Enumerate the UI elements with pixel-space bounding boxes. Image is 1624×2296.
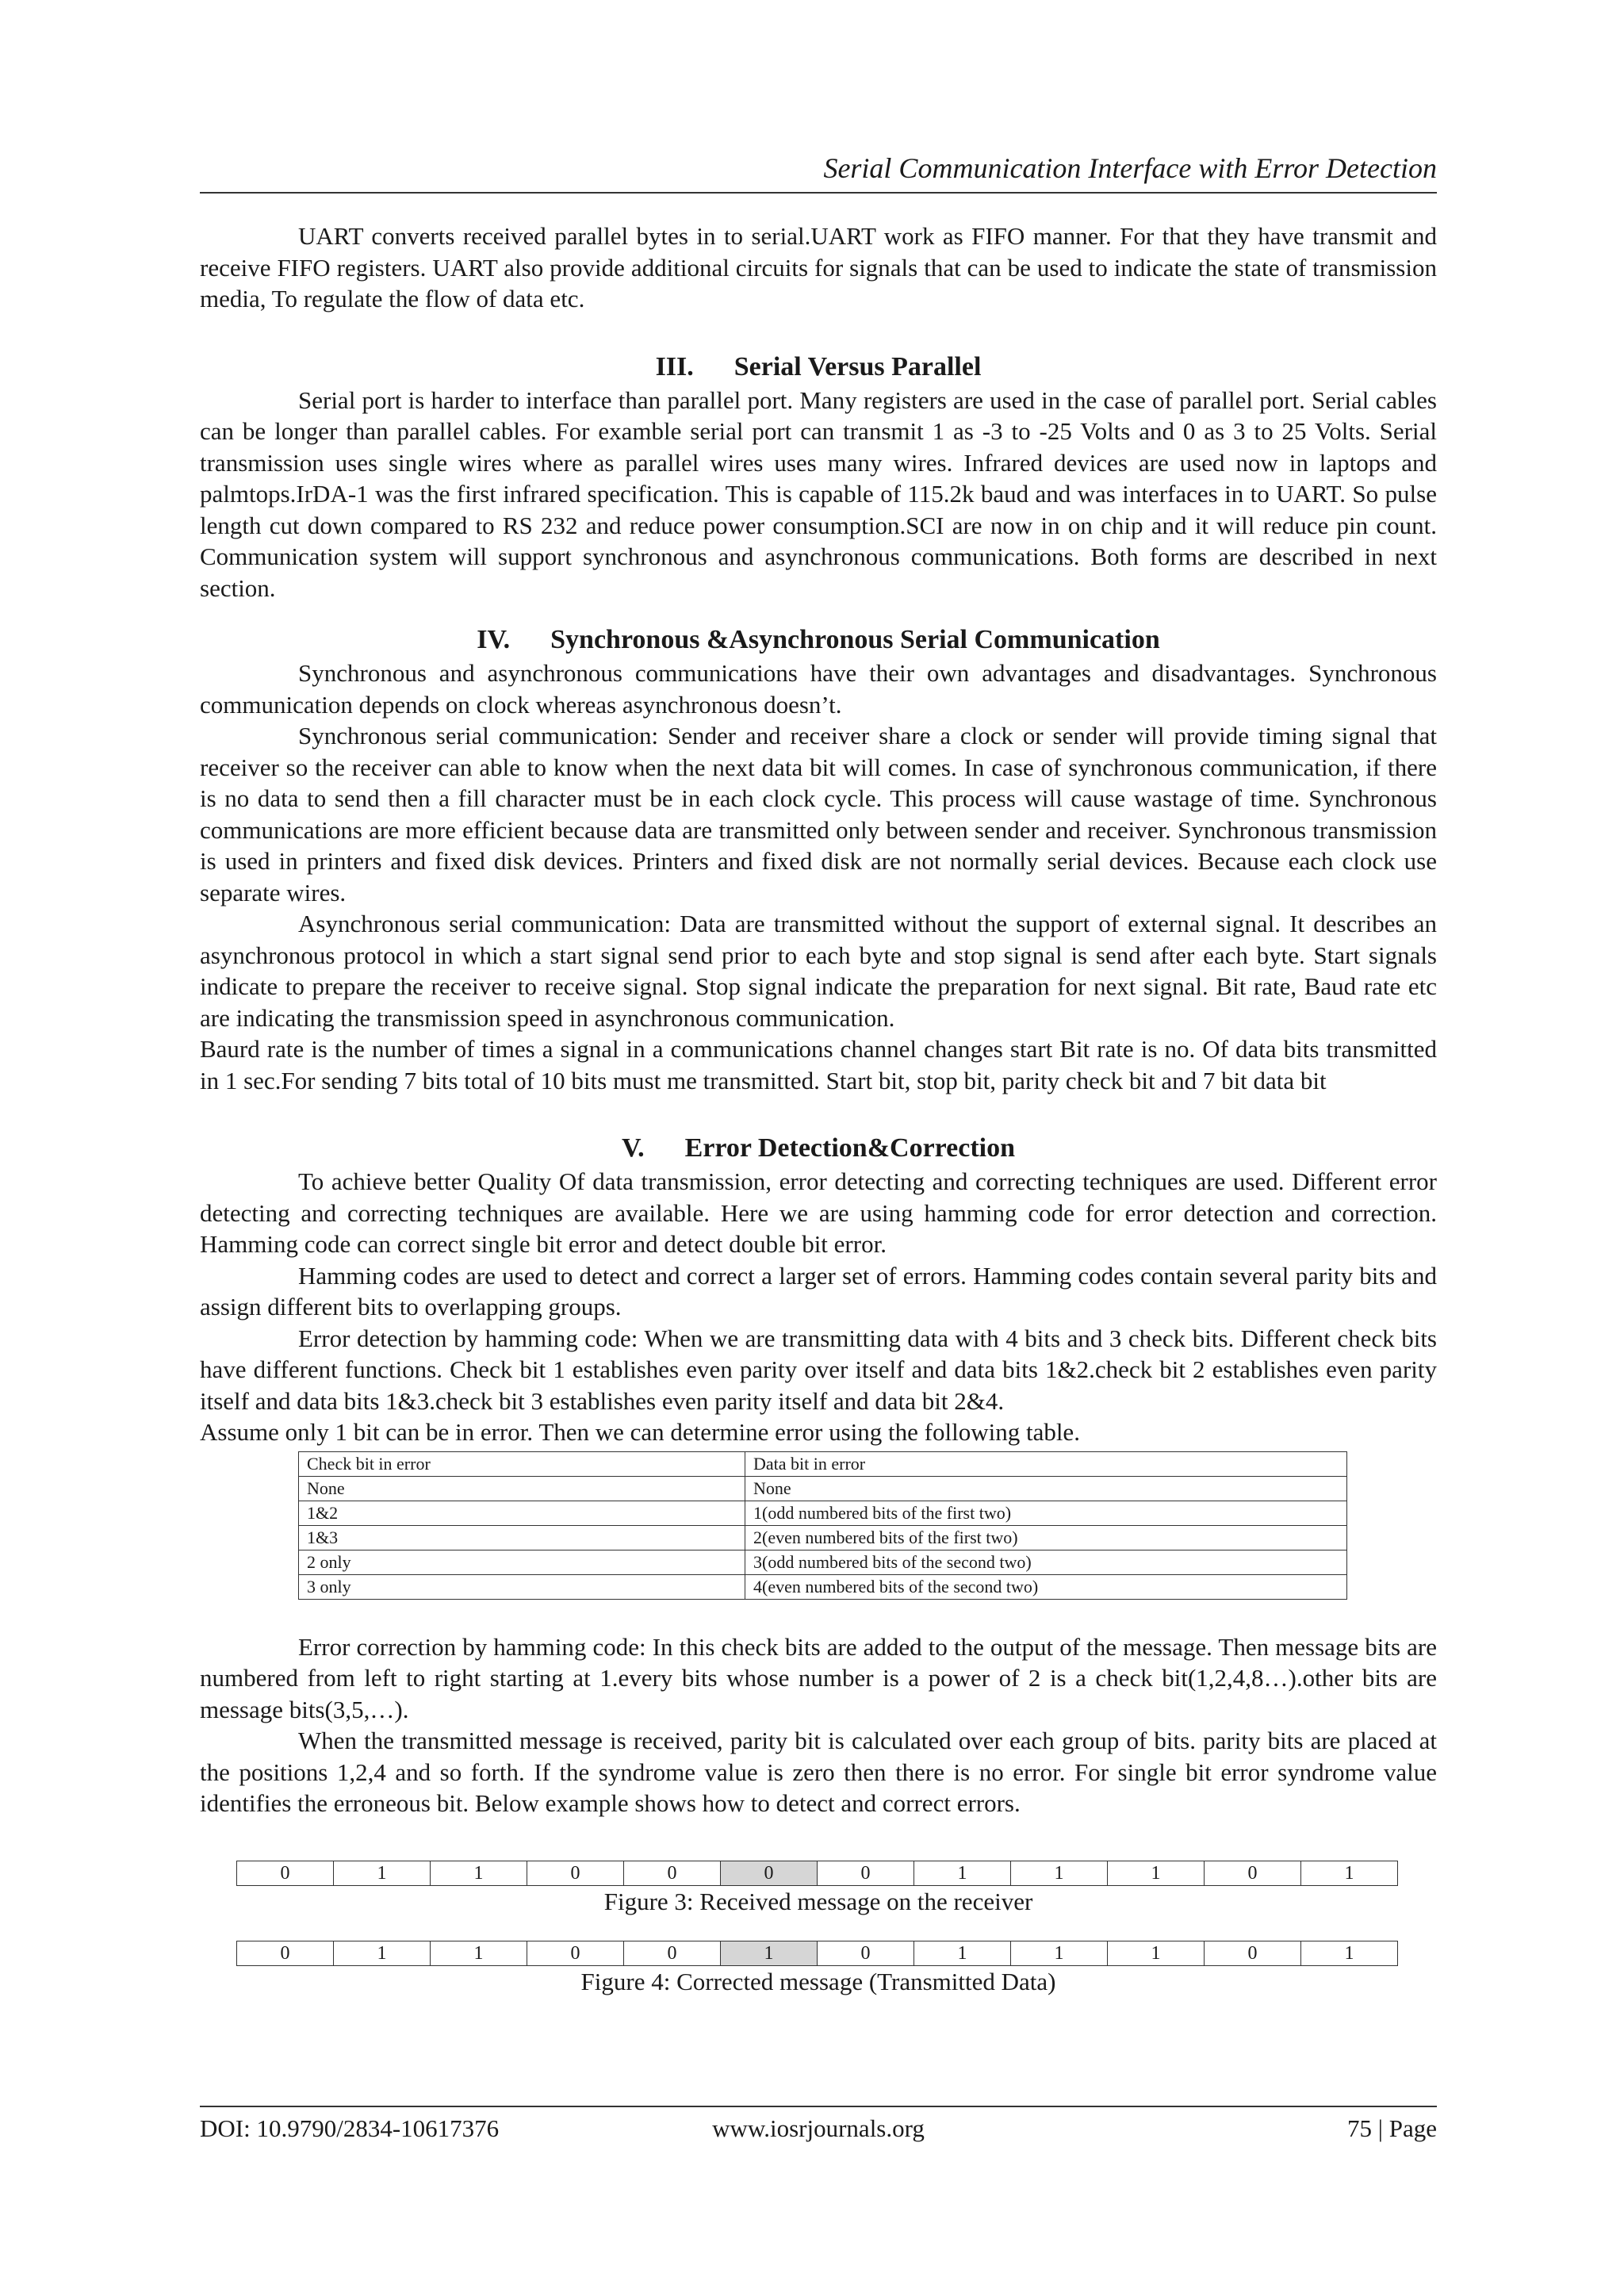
table-row (299, 1550, 1347, 1574)
table-header-cell: Check bit in error (299, 1451, 745, 1476)
section-5-paragraph-3: Error detection by hamming code: When we are transmitting data with 4 bits and 3 check bits. Different check bits have different functions. Check bit 1 establishes even parity over itself and data bits 1&2.check bit 2 establishes even parity itself and data bits 1&3.check bit 3 establishes even parity itself and data bit 2&4. (200, 1324, 1437, 1415)
footer-doi: DOI: 10.9790/2834-10617376 (200, 2114, 500, 2142)
bit-cell: 0 (527, 1941, 624, 1965)
bit-cell: 0 (818, 1941, 914, 1965)
header-rule (200, 192, 1437, 194)
figure-3-bit-row (236, 1861, 1398, 1886)
bit-cell: 1 (1108, 1941, 1205, 1965)
section-3-paragraph: Serial port is harder to interface than parallel port. Many registers are used in the case of parallel port. Serial cables can be longer than parallel cables. For examble serial port can transmit 1 as -3 to -25 Volts and 0 as 3 to 25 Volts. Serial transmission uses single wires where as parallel wires uses many wires. Infrared devices are used now in laptops and palmtops.IrDA-1 was the first infrared specification. This is capable of 115.2k baud and was interfaces in to UART. So pulse length cut down compared to RS 232 and reduce power consumption.SCI are now in on chip and it will reduce pin count. Communication system will support synchronous and asynchronous communications. Both forms are described in next section. (200, 385, 1437, 602)
bit-cell: 1 (914, 1861, 1011, 1885)
table-cell: 1&3 (299, 1525, 745, 1550)
table-header-cell: Data bit in error (745, 1451, 1347, 1476)
footer-website: www.iosrjournals.org (712, 2114, 925, 2142)
section-4-paragraph-2: Synchronous serial communication: Sender and receiver share a clock or sender will provide timing signal that receiver so the receiver can able to know when the next data bit will comes. In case of synchronous communication, if there is no data to send then a fill character must be in each clock cycle. This process will cause wastage of time. Synchronous communications are more efficient because data are transmitted only between sender and receiver. Synchronous transmission is used in printers and fixed disk devices. Printers and fixed disk are not normally serial devices. Because each clock use separate wires. (200, 722, 1437, 907)
bit-cell: 1 (1011, 1861, 1108, 1885)
bit-cell: 1 (1011, 1941, 1108, 1965)
section-3-heading: III. Serial Versus Parallel (655, 351, 982, 381)
section-5-paragraph-5: Error correction by hamming code: In this check bits are added to the output of the message. Then message bits are numbered from left to right starting at 1.every bits whose number is a power of 2 is a check bit(1,2,4,8…).other bits are message bits(3,5,…). (200, 1632, 1437, 1723)
section-4-paragraph-4: Baurd rate is the number of times a signal in a communications channel changes start Bit rate is no. Of data bits transmitted in 1 sec.For sending 7 bits total of 10 bits must me transmitted. Start bit, stop bit, parity check bit and 7 bit data bit (200, 1035, 1437, 1094)
section-5-heading: V. Error Detection&Correction (621, 1133, 1016, 1163)
bit-cell: 0 (818, 1861, 914, 1885)
bit-cell: 0 (1205, 1941, 1301, 1965)
bit-cell-error-highlight: 0 (721, 1861, 818, 1885)
table-row (299, 1501, 1347, 1525)
bit-cell: 0 (624, 1941, 721, 1965)
bit-cell: 0 (237, 1861, 334, 1885)
figure-4-bit-row (236, 1941, 1398, 1966)
table-row (299, 1476, 1347, 1501)
table-cell: None (745, 1476, 1347, 1501)
section-5-paragraph-1: To achieve better Quality Of data transmission, error detecting and correcting techniques are used. Different error detecting and correcting techniques are available. Here we are using hamming code for error detection and correction. Hamming code can correct single bit error and detect double bit error. (200, 1167, 1437, 1258)
table-cell: 3(odd numbered bits of the second two) (745, 1550, 1347, 1574)
bit-cell: 1 (914, 1941, 1011, 1965)
footer-page-number: 75 | Page (1347, 2114, 1437, 2142)
bit-cell: 1 (1301, 1941, 1398, 1965)
running-header: Serial Communication Interface with Error Detection (823, 152, 1437, 184)
bit-cell: 1 (334, 1861, 431, 1885)
footer-rule (200, 2106, 1437, 2107)
table-cell: None (299, 1476, 745, 1501)
table-cell: 1(odd numbered bits of the first two) (745, 1501, 1347, 1525)
bit-cell: 0 (624, 1861, 721, 1885)
section-4-paragraph-1: Synchronous and asynchronous communications have their own advantages and disadvantages. Synchronous communication depends on clock whereas asynchronous doesn’t. (200, 659, 1437, 719)
table-cell: 2(even numbered bits of the first two) (745, 1525, 1347, 1550)
section-4-paragraph-3: Asynchronous serial communication: Data are transmitted without the support of external signal. It describes an asynchronous protocol in which a start signal send prior to each byte and stop signal is send after each byte. Start signals indicate to prepare the receiver to receive signal. Stop signal indicate the preparation for next signal. Bit rate, Baud rate etc are indicating the transmission speed in asynchronous communication. (200, 910, 1437, 1032)
intro-paragraph: UART converts received parallel bytes in to serial.UART work as FIFO manner. For that they have transmit and receive FIFO registers. UART also provide additional circuits for signals that can be used to indicate the state of transmission media, To regulate the flow of data etc. (200, 222, 1437, 312)
section-5-paragraph-4: Assume only 1 bit can be in error. Then we can determine error using the following table. (200, 1418, 1080, 1446)
bit-cell: 0 (237, 1941, 334, 1965)
page-content (200, 220, 1437, 1997)
bit-cell: 1 (431, 1941, 527, 1965)
section-5-paragraph-6: When the transmitted message is received, parity bit is calculated over each group of bits. parity bits are placed at the positions 1,2,4 and so forth. If the syndrome value is zero then there is no error. For single bit error syndrome value identifies the erroneous bit. Below example shows how to detect and correct errors. (200, 1727, 1437, 1817)
bit-cell: 1 (1301, 1861, 1398, 1885)
table-cell: 4(even numbered bits of the second two) (745, 1574, 1347, 1599)
bit-cell: 1 (431, 1861, 527, 1885)
bit-cell: 0 (527, 1861, 624, 1885)
table-header-row (299, 1451, 1347, 1476)
table-cell: 1&2 (299, 1501, 745, 1525)
table-row (299, 1574, 1347, 1599)
bit-cell-corrected-highlight: 1 (721, 1941, 818, 1965)
error-lookup-table (298, 1451, 1347, 1600)
bit-cell: 1 (334, 1941, 431, 1965)
figure-3-caption: Figure 3: Received message on the receiver (603, 1887, 1033, 1915)
table-cell: 3 only (299, 1574, 745, 1599)
bit-cell: 1 (1108, 1861, 1205, 1885)
bit-cell: 0 (1205, 1861, 1301, 1885)
table-cell: 2 only (299, 1550, 745, 1574)
figure-4-caption: Figure 4: Corrected message (Transmitted Data) (580, 1967, 1056, 1995)
section-5-paragraph-2: Hamming codes are used to detect and correct a larger set of errors. Hamming codes contain several parity bits and assign different bits to overlapping groups. (200, 1261, 1437, 1320)
table-row (299, 1525, 1347, 1550)
section-4-heading: IV. Synchronous &Asynchronous Serial Communication (477, 625, 1160, 654)
